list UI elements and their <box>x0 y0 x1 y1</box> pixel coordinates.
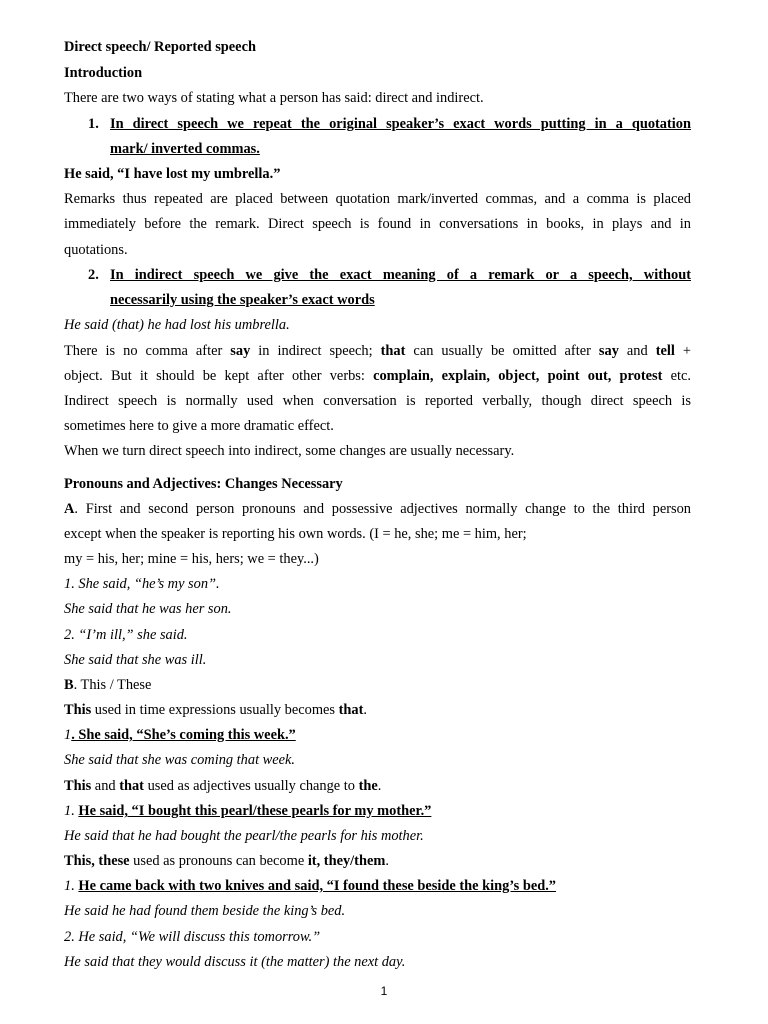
example-1: He said, “I have lost my umbrella.” <box>64 166 281 182</box>
section-a-example-2-reported: She said that she was ill. <box>64 652 207 668</box>
para-2-line-3: Indirect speech is normally used when conversation is reported verbally, though direct speech is <box>64 393 691 409</box>
para-1-line-2: immediately before the remark. Direct speech is found in conversations in books, in plays and in <box>64 216 691 232</box>
section-heading: Pronouns and Adjectives: Changes Necessary <box>64 476 343 492</box>
para-2-line-4: sometimes here to give a more dramatic effect. <box>64 418 334 434</box>
section-a-example-1: 1. She said, “he’s my son”. <box>64 576 220 592</box>
point-2-line-2: necessarily using the speaker’s exact words <box>110 292 375 308</box>
section-b-rule-3: This, these used as pronouns can become it, they/them. <box>64 853 389 869</box>
section-b-example-4: 2. He said, “We will discuss this tomorrow.” <box>64 929 321 945</box>
section-b-example-3-reported: He said he had found them beside the king’s bed. <box>64 903 346 919</box>
point-1-number: 1. <box>88 116 99 132</box>
section-b-example-4-reported: He said that they would discuss it (the matter) the next day. <box>64 954 406 970</box>
point-1-line-1: 1. In direct speech we repeat the original speaker’s exact words putting in a quotation <box>88 116 691 132</box>
document-title: Direct speech/ Reported speech <box>64 39 256 55</box>
point-2-number: 2. <box>88 267 99 283</box>
example-2: He said (that) he had lost his umbrella. <box>64 317 290 333</box>
para-1-line-1: Remarks thus repeated are placed between quotation mark/inverted commas, and a comma is placed <box>64 191 691 207</box>
section-a-line-1: A. First and second person pronouns and possessive adjectives normally change to the third person <box>64 501 691 517</box>
section-b-title: B. This / These <box>64 677 152 693</box>
intro-text: There are two ways of stating what a person has said: direct and indirect. <box>64 90 484 106</box>
para-2-line-5: When we turn direct speech into indirect, some changes are usually necessary. <box>64 443 515 459</box>
para-1-line-3: quotations. <box>64 242 128 258</box>
para-2-line-1: There is no comma after say in indirect speech; that can usually be omitted after say and tell + <box>64 343 692 359</box>
section-b-rule-2: This and that used as adjectives usually change to the. <box>64 778 382 794</box>
section-b-example-1-reported: She said that she was coming that week. <box>64 752 296 768</box>
section-b-example-3: 1. He came back with two knives and said, “I found these beside the king’s bed.” <box>64 878 557 894</box>
page-number: 1 <box>380 984 388 998</box>
point-1-line-2: mark/ inverted commas. <box>110 141 260 157</box>
intro-heading: Introduction <box>64 65 143 81</box>
section-a-line-3: my = his, her; mine = his, hers; we = they...) <box>64 551 319 567</box>
section-b-rule-1: This used in time expressions usually becomes that. <box>64 702 368 718</box>
para-2-line-2: object. But it should be kept after other verbs: complain, explain, object, point out, protest etc. <box>64 368 691 384</box>
section-a-example-2: 2. “I’m ill,” she said. <box>64 627 188 643</box>
section-a-example-1-reported: She said that he was her son. <box>64 601 232 617</box>
section-a-line-2: except when the speaker is reporting his own words. (I = he, she; me = him, her; <box>64 526 527 542</box>
point-2-line-1: 2. In indirect speech we give the exact meaning of a remark or a speech, without <box>88 267 691 283</box>
section-b-example-2-reported: He said that he had bought the pearl/the pearls for his mother. <box>64 828 424 844</box>
section-b-example-2: 1. He said, “I bought this pearl/these pearls for my mother.” <box>64 803 432 819</box>
section-b-example-1: 1. She said, “She’s coming this week.” <box>64 727 296 743</box>
